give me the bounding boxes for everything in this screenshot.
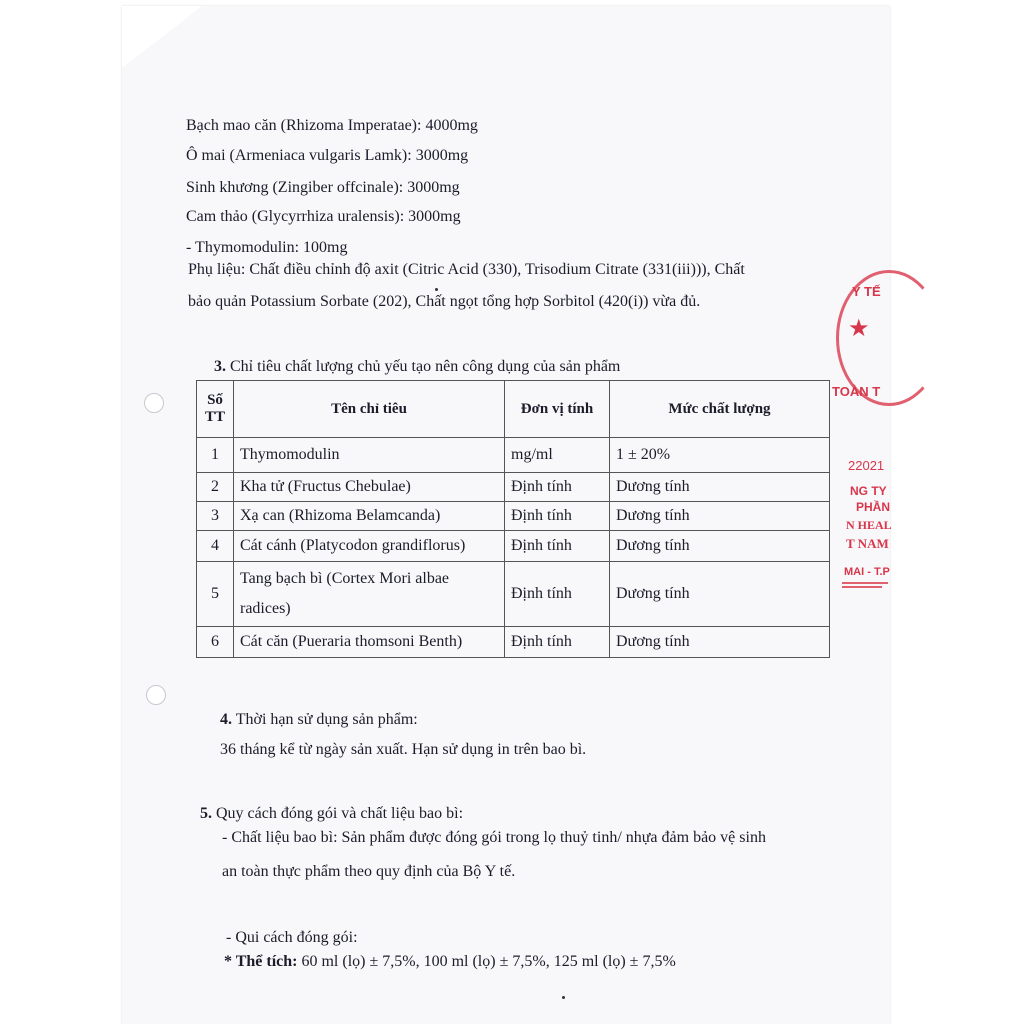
stamp-text: NG TY [850,484,887,498]
table-row [197,531,830,562]
section-5-title: Quy cách đóng gói và chất liệu bao bì: [216,805,464,822]
section-3-heading [214,357,620,377]
ingredient-line: Bạch mao căn (Rhizoma Imperatae): 4000mg [186,117,478,134]
volume-text: 60 ml (lọ) ± 7,5%, 100 ml (lọ) ± 7,5%, 125 ml (lọ) ± 7,5% [297,953,676,970]
quality-table [196,380,830,658]
cell-name: Xạ can (Rhizoma Belamcanda) [234,502,505,531]
header-no: Số TT [197,381,234,438]
header-name: Tên chỉ tiêu [234,381,505,438]
cell-level: Dương tính [610,502,830,531]
stamp-text: Y TẾ [852,284,881,299]
stamp-text: 22021 [848,458,885,473]
section-4-number: 4. [220,711,232,728]
cell-level: Dương tính [610,473,830,502]
table-header-row [197,381,830,438]
cell-name: Tang bạch bì (Cortex Mori albae radices) [234,562,505,627]
shelf-life-text: 36 tháng kể từ ngày sản xuất. Hạn sử dụng in trên bao bì. [220,741,587,758]
ingredient-line: Ô mai (Armeniaca vulgaris Lamk): 3000mg [186,147,469,164]
section-3-title: Chỉ tiêu chất lượng chủ yếu tạo nên công dụng của sản phẩm [230,358,621,375]
volume-label: * Thể tích: [224,953,298,970]
cell-level: Dương tính [610,562,830,627]
cell-no: 2 [197,473,234,502]
section-4-title: Thời hạn sử dụng sản phẩm: [235,711,418,728]
volume-line [224,952,676,972]
cell-no: 4 [197,531,234,562]
stamp-text: PHẦN [856,500,891,514]
stamp-line [842,582,888,584]
ingredient-line: - Thymomodulin: 100mg [186,239,348,256]
table-row [197,473,830,502]
cell-unit: Định tính [505,531,610,562]
stamp-text: TOÀN T [832,384,881,399]
star-icon: ★ [848,315,870,342]
cell-level: Dương tính [610,531,830,562]
speck [435,288,438,291]
packaging-material-line: an toàn thực phẩm theo quy định của Bộ Y tế. [222,863,516,880]
section-3-number: 3. [214,358,226,375]
table-row [197,562,830,627]
cell-unit: Định tính [505,502,610,531]
header-level: Mức chất lượng [610,381,830,438]
cell-name: Kha tử (Fructus Chebulae) [234,473,505,502]
punch-hole-bottom [146,685,166,705]
speck [562,996,565,999]
cell-unit: Định tính [505,627,610,658]
ingredient-line: Sinh khương (Zingiber offcinale): 3000mg [186,179,460,196]
excipients-line: Phụ liệu: Chất điều chỉnh độ axit (Citric Acid (330), Trisodium Citrate (331(iii))), Chất [188,261,745,278]
section-4-heading [220,710,418,730]
cell-level: Dương tính [610,627,830,658]
cell-name: Cát cánh (Platycodon grandiflorus) [234,531,505,562]
folded-corner [122,6,202,68]
cell-no: 6 [197,627,234,658]
stamp-text: T NAM [846,536,889,551]
cell-level: 1 ± 20% [610,438,830,473]
section-5-number: 5. [200,805,212,822]
header-unit: Đơn vị tính [505,381,610,438]
cell-unit: Định tính [505,562,610,627]
cell-no: 3 [197,502,234,531]
stamp-line [842,586,882,588]
packaging-material-line: - Chất liệu bao bì: Sản phẩm được đóng gói trong lọ thuỷ tinh/ nhựa đảm bảo vệ sinh [222,829,766,846]
stamp-text: MAI - T.P [844,566,890,578]
stamp-text: N HEAL [846,518,892,532]
ingredient-line: Cam thảo (Glycyrrhiza uralensis): 3000mg [186,208,461,225]
table-row [197,627,830,658]
cell-unit: Định tính [505,473,610,502]
excipients-line: bảo quản Potassium Sorbate (202), Chất ngọt tổng hợp Sorbitol (420(i)) vừa đủ. [188,293,701,310]
table-row [197,438,830,473]
cell-name: Thymomodulin [234,438,505,473]
company-stamp [832,270,892,600]
section-5-heading [200,804,463,824]
cell-no: 1 [197,438,234,473]
punch-hole-top [144,393,164,413]
packing-spec-label: - Qui cách đóng gói: [226,929,358,946]
cell-unit: mg/ml [505,438,610,473]
cell-no: 5 [197,562,234,627]
table-row [197,502,830,531]
cell-name: Cát căn (Pueraria thomsoni Benth) [234,627,505,658]
